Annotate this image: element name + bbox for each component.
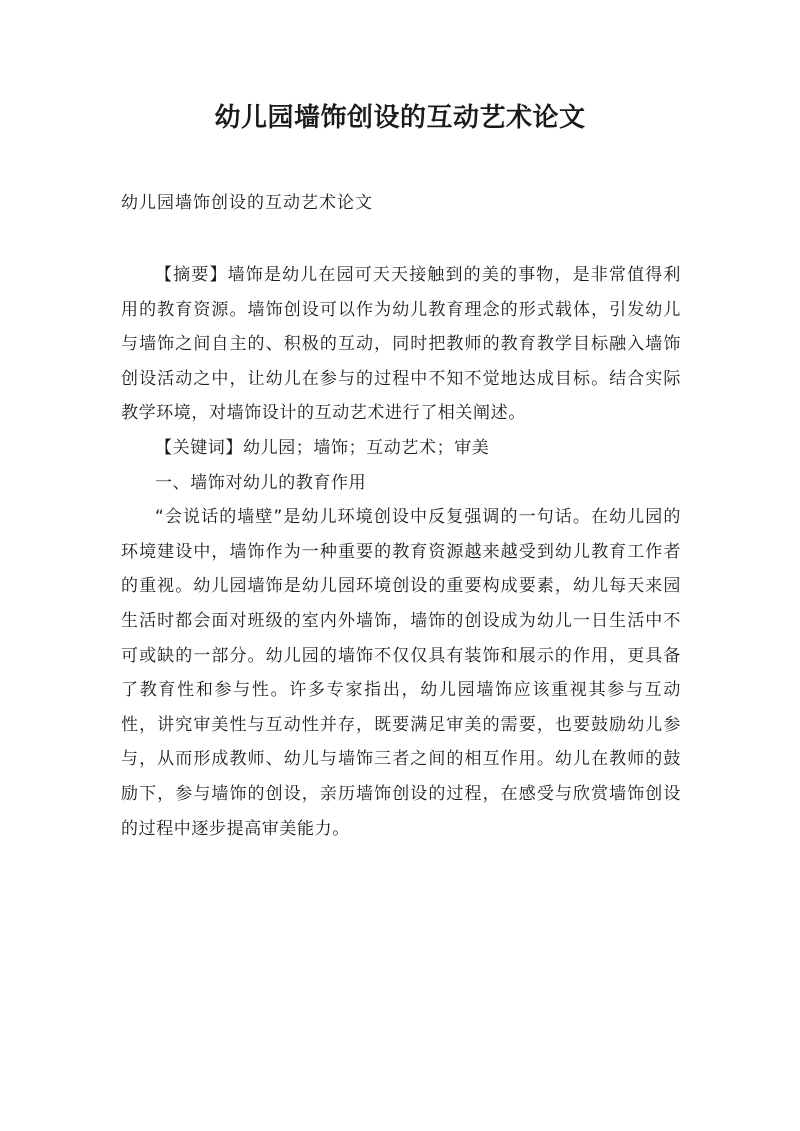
body-paragraph: “会说话的墙壁”是幼儿环境创设中反复强调的一句话。在幼儿园的环境建设中，墙饰作为一种重要的教育资源越来越受到幼儿教育工作者的重视。幼儿园墙饰是幼儿园环境创设的重要构成要素，幼儿每天来园生活时都会面对班级的室内外墙饰，墙饰的创设成为幼儿一日生活中不可或缺的一部分。幼儿园的墙饰不仅仅具有装饰和展示的作用，更具备了教育性和参与性。许多专家指出，幼儿园墙饰应该重视其参与互动性，讲究审美性与互动性并存，既要满足审美的需要，也要鼓励幼儿参与，从而形成教师、幼儿与墙饰三者之间的相互作用。幼儿在教师的鼓励下，参与墙饰的创设，亲历墙饰创设的过程，在感受与欣赏墙饰创设的过程中逐步提高审美能力。 <box>121 507 681 839</box>
abstract-paragraph: 【摘要】墙饰是幼儿在园可天天接触到的美的事物，是非常值得利用的教育资源。墙饰创设可以作为幼儿教育理念的形式载体，引发幼儿与墙饰之间自主的、积极的互动，同时把教师的教育教学目标融入墙饰创设活动之中，让幼儿在参与的过程中不知不觉地达成目标。结合实际教学环境，对墙饰设计的互动艺术进行了相关阐述。 <box>121 265 681 424</box>
section-heading: 一、墙饰对幼儿的教育作用 <box>155 472 367 493</box>
keywords-line: 【关键词】幼儿园；墙饰；互动艺术；审美 <box>155 437 490 458</box>
document-title: 幼儿园墙饰创设的互动艺术论文 <box>214 103 586 133</box>
document-subtitle: 幼儿园墙饰创设的互动艺术论文 <box>121 193 373 213</box>
document-body <box>121 258 681 846</box>
